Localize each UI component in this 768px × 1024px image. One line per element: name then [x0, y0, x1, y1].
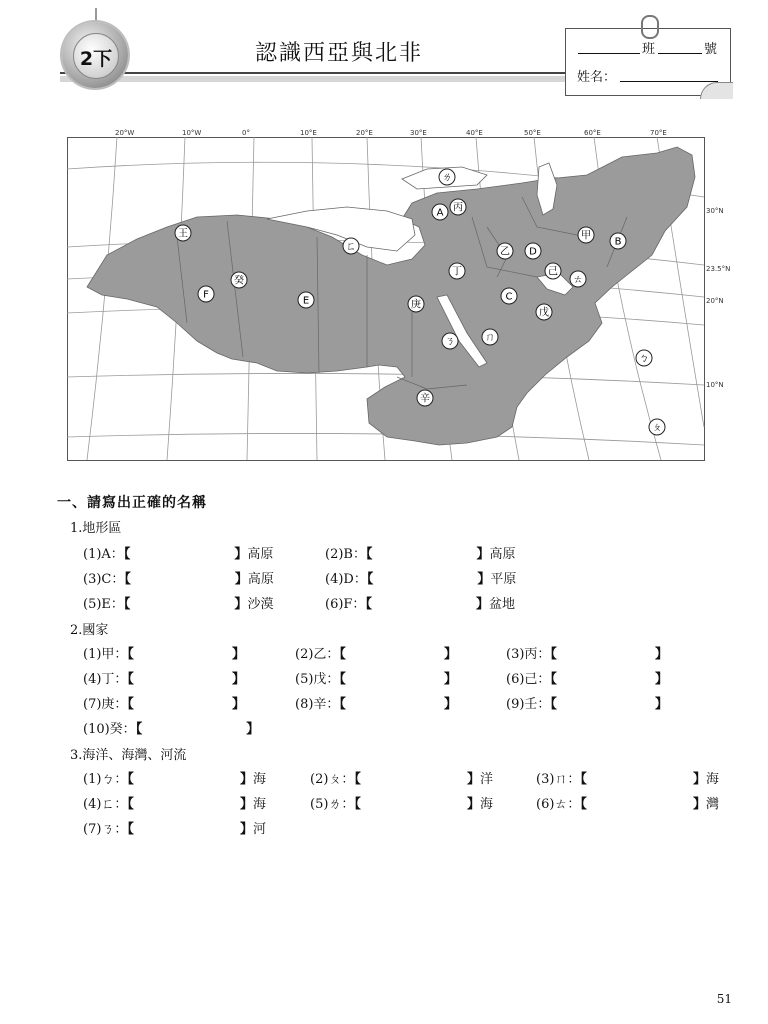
answer-suffix: 盆地: [488, 597, 515, 612]
answer-suffix: 平原: [490, 572, 517, 587]
close-bracket: 】: [239, 772, 253, 787]
longitude-label: 20°E: [356, 129, 373, 137]
question-label: (3)ㄇ：: [536, 772, 581, 787]
map-marker-label: B: [614, 236, 622, 248]
paperclip-icon: [641, 15, 659, 39]
close-bracket: 】: [477, 572, 491, 587]
answer-suffix: 海: [705, 772, 719, 787]
answer-suffix: 高原: [489, 547, 516, 562]
map-marker-label: C: [505, 291, 513, 303]
seat-blank[interactable]: [658, 53, 702, 54]
question-label: (2)ㄆ：: [310, 772, 355, 787]
open-bracket: 【: [354, 797, 361, 812]
latitude-labels: [706, 127, 746, 427]
map-marker-label: F: [203, 289, 209, 301]
longitude-label: 40°E: [466, 129, 483, 137]
open-bracket: 【: [127, 772, 134, 787]
q1-heading: 1.地形區: [70, 521, 122, 536]
open-bracket: 【: [365, 547, 373, 562]
open-bracket: 【: [366, 572, 374, 587]
close-bracket: 】: [234, 597, 248, 612]
open-bracket: 【: [580, 772, 587, 787]
answer-item: [295, 693, 457, 712]
longitude-label: 70°E: [650, 129, 667, 137]
answer-item: [83, 793, 266, 812]
open-bracket: 【: [550, 672, 557, 687]
close-bracket: 】: [231, 697, 245, 712]
close-bracket: 】: [692, 772, 706, 787]
answer-suffix: 高原: [247, 572, 274, 587]
answer-item: [83, 668, 245, 687]
map-marker-label: 辛: [420, 393, 430, 405]
open-bracket: 【: [123, 597, 131, 612]
close-bracket: 】: [654, 697, 668, 712]
map-marker-label: D: [529, 246, 537, 258]
page-number: 51: [716, 992, 732, 1006]
question-label: (10)癸：: [83, 722, 136, 737]
map-marker-label: 王: [178, 228, 188, 240]
answer-item: [310, 793, 493, 812]
question-label: (5)E：: [83, 597, 124, 612]
answer-suffix: 洋: [479, 772, 493, 787]
question-label: (2)乙：: [295, 647, 340, 662]
answer-item: [506, 668, 668, 687]
answer-item: [83, 593, 273, 612]
question-label: (1)ㄅ：: [83, 772, 128, 787]
question-label: (1)甲：: [83, 647, 128, 662]
question-label: (2)B：: [325, 547, 366, 562]
map-marker-label: ㄈ: [346, 241, 356, 253]
close-bracket: 】: [654, 672, 668, 687]
header-rule: [60, 72, 570, 74]
map-marker-label: 乙: [500, 246, 510, 258]
answer-item: [536, 768, 719, 787]
header-shadow: [60, 76, 565, 82]
longitude-label: 30°E: [410, 129, 427, 137]
longitude-label: 20°W: [115, 129, 135, 137]
question-label: (4)ㄈ：: [83, 797, 128, 812]
region-map: [67, 127, 705, 461]
longitude-label: 10°W: [182, 129, 202, 137]
answer-item: [83, 768, 266, 787]
answer-item: [83, 718, 259, 737]
longitude-label: 10°E: [300, 129, 317, 137]
map-marker-label: ㄇ: [485, 332, 495, 344]
open-bracket: 【: [127, 672, 134, 687]
answer-item: [295, 643, 457, 662]
open-bracket: 【: [127, 697, 134, 712]
close-bracket: 】: [443, 647, 457, 662]
open-bracket: 【: [127, 797, 134, 812]
question-label: (3)C：: [83, 572, 125, 587]
answer-item: [536, 793, 719, 812]
map-marker-label: 己: [548, 266, 558, 278]
answer-item: [325, 568, 516, 587]
name-label: 姓名：: [577, 70, 617, 85]
close-bracket: 】: [246, 722, 260, 737]
page-title: 認識西亞與北非: [255, 41, 424, 66]
open-bracket: 【: [127, 647, 134, 662]
close-bracket: 】: [476, 547, 490, 562]
answer-item: [83, 643, 245, 662]
open-bracket: 【: [365, 597, 372, 612]
latitude-label: 20°N: [706, 297, 724, 305]
close-bracket: 】: [475, 597, 489, 612]
question-label: (4)丁：: [83, 672, 128, 687]
close-bracket: 】: [443, 672, 457, 687]
map-marker-label: E: [302, 295, 310, 307]
close-bracket: 】: [239, 822, 253, 837]
answer-suffix: 海: [479, 797, 493, 812]
answer-suffix: 河: [252, 822, 266, 837]
question-label: (6)己：: [506, 672, 551, 687]
answer-item: [310, 768, 493, 787]
question-label: (6)F：: [325, 597, 366, 612]
name-blank[interactable]: [620, 81, 718, 82]
answer-item: [325, 543, 516, 562]
close-bracket: 】: [239, 797, 253, 812]
map-marker-label: ㄅ: [639, 353, 649, 365]
answer-item: [325, 593, 515, 612]
question-label: (5)戊：: [295, 672, 340, 687]
open-bracket: 【: [339, 672, 346, 687]
close-bracket: 】: [443, 697, 457, 712]
open-bracket: 【: [339, 697, 346, 712]
close-bracket: 】: [231, 672, 245, 687]
question-label: (3)丙：: [506, 647, 551, 662]
answer-item: [506, 643, 668, 662]
q2-heading: 2.國家: [70, 623, 109, 638]
open-bracket: 【: [127, 822, 134, 837]
map-marker-label: ㄆ: [652, 422, 662, 434]
answer-suffix: 海: [252, 772, 266, 787]
question-label: (8)辛：: [295, 697, 340, 712]
latitude-label: 23.5°N: [706, 265, 731, 273]
question-label: (7)ㄋ：: [83, 822, 128, 837]
close-bracket: 】: [654, 647, 668, 662]
answer-item: [83, 818, 266, 837]
map-marker-label: 癸: [234, 275, 244, 287]
question-label: (6)ㄊ：: [536, 797, 581, 812]
question-label: (7)庚：: [83, 697, 128, 712]
answer-item: [83, 568, 274, 587]
section-title: 一、請寫出正確的名稱: [57, 495, 207, 511]
question-label: (5)ㄌ：: [310, 797, 355, 812]
answer-suffix: 灣: [705, 797, 719, 812]
longitude-labels: [0, 129, 768, 141]
close-bracket: 】: [231, 647, 245, 662]
answer-suffix: 沙漠: [247, 597, 274, 612]
class-label: 班: [642, 42, 656, 57]
q3-heading: 3.海洋、海灣、河流: [70, 748, 187, 763]
map-marker-label: 庚: [411, 299, 421, 311]
close-bracket: 】: [466, 772, 480, 787]
open-bracket: 【: [123, 547, 131, 562]
latitude-label: 10°N: [706, 381, 724, 389]
close-bracket: 】: [234, 572, 248, 587]
map-marker-label: ㄋ: [445, 336, 455, 348]
question-label: (4)D：: [325, 572, 367, 587]
longitude-label: 0°: [242, 129, 250, 137]
answer-item: [83, 693, 245, 712]
close-bracket: 】: [234, 547, 248, 562]
answer-suffix: 高原: [247, 547, 274, 562]
answer-item: [295, 668, 457, 687]
map-marker-label: 丁: [452, 266, 462, 278]
longitude-label: 60°E: [584, 129, 601, 137]
open-bracket: 【: [124, 572, 131, 587]
map-marker-label: ㄊ: [573, 274, 583, 286]
latitude-label: 30°N: [706, 207, 724, 215]
open-bracket: 【: [580, 797, 587, 812]
class-blank[interactable]: [578, 53, 640, 54]
close-bracket: 】: [692, 797, 706, 812]
question-label: (1)A：: [83, 547, 124, 562]
longitude-label: 50°E: [524, 129, 541, 137]
answer-suffix: 海: [252, 797, 266, 812]
map-marker-label: ㄌ: [442, 172, 452, 184]
open-bracket: 【: [550, 647, 557, 662]
chapter-badge-label: 2下: [79, 48, 113, 70]
seat-label: 號: [704, 42, 718, 57]
open-bracket: 【: [135, 722, 143, 737]
close-bracket: 】: [466, 797, 480, 812]
open-bracket: 【: [550, 697, 557, 712]
map-marker-label: 甲: [581, 230, 591, 242]
open-bracket: 【: [339, 647, 346, 662]
open-bracket: 【: [354, 772, 361, 787]
question-label: (9)壬：: [506, 697, 551, 712]
map-marker-label: 丙: [453, 202, 463, 214]
map-marker-label: 戊: [539, 307, 549, 319]
answer-item: [506, 693, 668, 712]
answer-item: [83, 543, 273, 562]
map-marker-label: A: [436, 207, 444, 219]
